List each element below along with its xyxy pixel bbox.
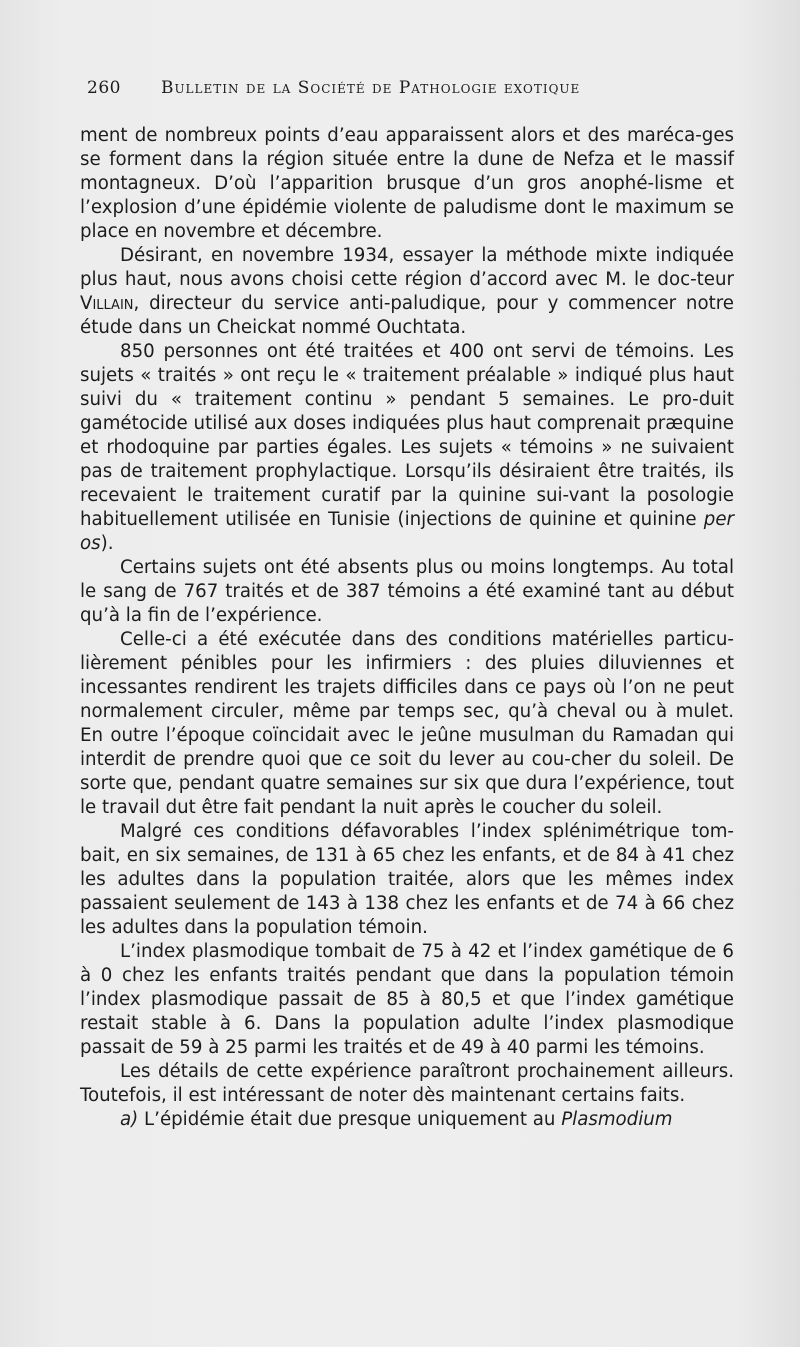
paragraph-text: 850 personnes ont été traitées et 400 ont servi de témoins. Les sujets « traités » ont reçu le « traitement préalable » indiqué plus haut suivi du « traitement continu » pendant 5 semaines. Le pro-duit gamétocide utilisé aux doses indiquées plus haut comprenait præquine et rhodoquine par parties égales. Les sujets « témoins » ne suivaient pas de traitement prophylactique. Lorsqu’ils désiraient être traités, ils recevaient le traitement curatif par la quinine sui-vant la posologie habituellement utilisée en Tunisie (injections de quinine et quinine: [80, 341, 734, 530]
paragraph: Celle-ci a été exécutée dans des conditions matérielles particu-lièrement pénibles pour les infirmiers : des pluies diluviennes et incessantes rendirent les trajets difficiles dans ce pays où l’on ne peut normalement circuler, même par temps sec, qu’à cheval ou à mulet. En outre l’époque coïncidait avec le jeûne musulman du Ramadan qui interdit de prendre quoi que ce soit du lever au cou-cher du soleil. De sorte que, pendant quatre semaines sur six que dura l’expérience, tout le travail dut être fait pendant la nuit après le coucher du soleil.: [80, 629, 734, 818]
paragraph: [80, 1108, 734, 1132]
author-name: Villain: [80, 293, 134, 314]
paragraph-text: ).: [100, 533, 114, 554]
list-marker: a): [120, 1109, 139, 1130]
paragraph: Certains sujets ont été absents plus ou moins longtemps. Au total le sang de 767 traités et de 387 témoins a été examiné tant au début qu’à la fin de l’expérience.: [80, 557, 734, 626]
running-title: Bulletin de la Société de Pathologie exotique: [160, 78, 581, 98]
paragraph: L’index plasmodique tombait de 75 à 42 et l’index gamétique de 6 à 0 chez les enfants traités pendant que dans la population témoin l’index plasmodique passait de 85 à 80,5 et que l’index gamétique restait stable à 6. Dans la population adulte l’index plasmodique passait de 59 à 25 parmi les traités et de 49 à 40 parmi les témoins.: [80, 941, 734, 1058]
italic-text: per os: [80, 509, 734, 554]
paragraph: Malgré ces conditions défavorables l’index splénimétrique tom-bait, en six semaines, de 131 à 65 chez les enfants, et de 84 à 41 chez les adultes dans la population traitée, alors que les mêmes index passaient seulement de 143 à 138 chez les enfants et de 74 à 66 chez les adultes dans la population témoin.: [80, 821, 734, 938]
paragraph: Les détails de cette expérience paraîtront prochainement ailleurs. Toutefois, il est intéressant de noter dès maintenant certains faits.: [80, 1061, 734, 1106]
paragraph-text: , directeur du service anti-paludique, pour y commencer notre étude dans un Cheickat nommé Ouchtata.: [80, 293, 734, 338]
paragraph: [80, 244, 734, 340]
running-header: [87, 78, 647, 98]
paragraph-text: Désirant, en novembre 1934, essayer la méthode mixte indiquée plus haut, nous avons choisi cette région d’accord avec M. le doc-teur: [80, 245, 734, 290]
page-number: 260: [87, 78, 121, 98]
italic-text: Plasmodium: [561, 1109, 673, 1130]
paragraph: ment de nombreux points d’eau apparaissent alors et des maréca-ges se forment dans la région située entre la dune de Nefza et le massif montagneux. D’où l’apparition brusque d’un gros anophé-lisme et l’explosion d’une épidémie violente de paludisme dont le maximum se place en novembre et décembre.: [80, 125, 734, 242]
paragraph-text: L’épidémie était due presque uniquement au: [138, 1109, 562, 1130]
body-text: [80, 124, 734, 1132]
paragraph: [80, 340, 734, 556]
